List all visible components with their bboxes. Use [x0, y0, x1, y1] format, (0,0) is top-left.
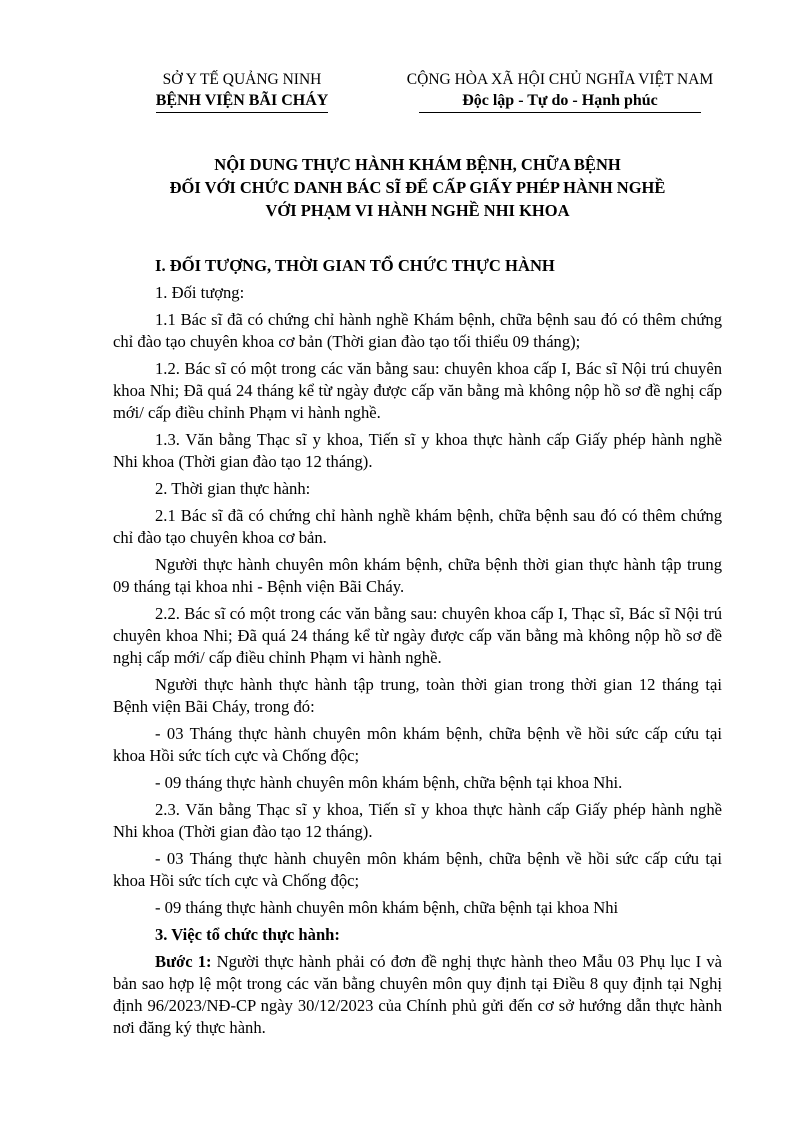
list-item-03-months-b: - 03 Tháng thực hành chuyên môn khám bệnh, chữa bệnh về hồi sức cấp cứu tại khoa Hồi sức tích cực và Chống độc;	[113, 849, 722, 890]
document-title	[113, 153, 722, 222]
hospital-name: BỆNH VIỆN BÃI CHÁY	[155, 92, 329, 109]
national-header-block	[398, 70, 722, 113]
paragraph-1-doi-tuong: 1. Đối tượng:	[155, 283, 245, 302]
document-header	[113, 70, 722, 113]
document-body	[113, 255, 722, 1039]
list-item-03-months-a: - 03 Tháng thực hành chuyên môn khám bệnh, chữa bệnh về hồi sức cấp cứu tại khoa Hồi sức tích cực và Chống độc;	[113, 724, 722, 765]
issuing-agency-block	[113, 70, 371, 113]
document-title-line2: ĐỐI VỚI CHỨC DANH BÁC SĨ ĐỂ CẤP GIẤY PHÉP HÀNH NGHỀ	[169, 178, 666, 197]
document-title-line1: NỘI DUNG THỰC HÀNH KHÁM BỆNH, CHỮA BỆNH	[214, 155, 621, 174]
header-right-divider	[419, 112, 701, 113]
paragraph-1-3: 1.3. Văn bằng Thạc sĩ y khoa, Tiến sĩ y khoa thực hành cấp Giấy phép hành nghề Nhi khoa (Thời gian đào tạo 12 tháng).	[113, 430, 722, 471]
paragraph-1-2: 1.2. Bác sĩ có một trong các văn bằng sau: chuyên khoa cấp I, Bác sĩ Nội trú chuyên khoa Nhi; Đã quá 24 tháng kể từ ngày được cấp văn bằng mà không nộp hồ sơ đề nghị cấp mới/ cấp điều chỉnh Phạm vi hành nghề.	[113, 359, 722, 422]
header-left-divider	[156, 112, 328, 113]
paragraph-step-1	[113, 951, 722, 1039]
paragraph-2-1-detail: Người thực hành chuyên môn khám bệnh, chữa bệnh thời gian thực hành tập trung 09 tháng tại khoa nhi - Bệnh viện Bãi Cháy.	[113, 555, 722, 596]
paragraph-2-2-detail: Người thực hành thực hành tập trung, toàn thời gian trong thời gian 12 tháng tại Bệnh viện Bãi Cháy, trong đó:	[113, 675, 722, 716]
step-1-label: Bước 1:	[155, 952, 212, 971]
national-motto: Độc lập - Tự do - Hạnh phúc	[462, 92, 658, 109]
paragraph-2-3: 2.3. Văn bằng Thạc sĩ y khoa, Tiến sĩ y khoa thực hành cấp Giấy phép hành nghề Nhi khoa (Thời gian đào tạo 12 tháng).	[113, 800, 722, 841]
list-item-09-months-b: - 09 tháng thực hành chuyên môn khám bệnh, chữa bệnh tại khoa Nhi	[155, 898, 619, 917]
paragraph-3-heading: 3. Việc tổ chức thực hành:	[155, 925, 340, 944]
paragraph-1-1: 1.1 Bác sĩ đã có chứng chỉ hành nghề Khám bệnh, chữa bệnh sau đó có thêm chứng chỉ đào tạo chuyên khoa cơ bản (Thời gian đào tạo tối thiểu 09 tháng);	[113, 310, 722, 351]
document-title-line3: VỚI PHẠM VI HÀNH NGHỀ NHI KHOA	[265, 201, 570, 220]
section-1-heading: I. ĐỐI TƯỢNG, THỜI GIAN TỔ CHỨC THỰC HÀNH	[155, 256, 555, 275]
national-title: CỘNG HÒA XÃ HỘI CHỦ NGHĨA VIỆT NAM	[406, 71, 714, 88]
step-1-text: Người thực hành phải có đơn đề nghị thực hành theo Mẫu 03 Phụ lục I và bản sao hợp lệ một trong các văn bằng chuyên môn quy định tại Điều 8 quy định tại Nghị định 96/2023/NĐ-CP ngày 30/12/2023 của Chính phủ gửi đến cơ sở hướng dẫn thực hành nơi đăng ký thực hành.	[113, 952, 722, 1037]
paragraph-2-thoi-gian: 2. Thời gian thực hành:	[155, 479, 311, 498]
department-name: SỞ Y TẾ QUẢNG NINH	[162, 71, 322, 88]
paragraph-2-2: 2.2. Bác sĩ có một trong các văn bằng sau: chuyên khoa cấp I, Thạc sĩ, Bác sĩ Nội trú chuyên khoa Nhi; Đã quá 24 tháng kể từ ngày được cấp văn bằng mà không nộp hồ sơ đề nghị cấp mới/ cấp điều chỉnh Phạm vi hành nghề.	[113, 604, 722, 667]
list-item-09-months-a: - 09 tháng thực hành chuyên môn khám bệnh, chữa bệnh tại khoa Nhi.	[155, 773, 623, 792]
paragraph-2-1: 2.1 Bác sĩ đã có chứng chỉ hành nghề khám bệnh, chữa bệnh sau đó có thêm chứng chỉ đào tạo chuyên khoa cơ bản.	[113, 506, 722, 547]
